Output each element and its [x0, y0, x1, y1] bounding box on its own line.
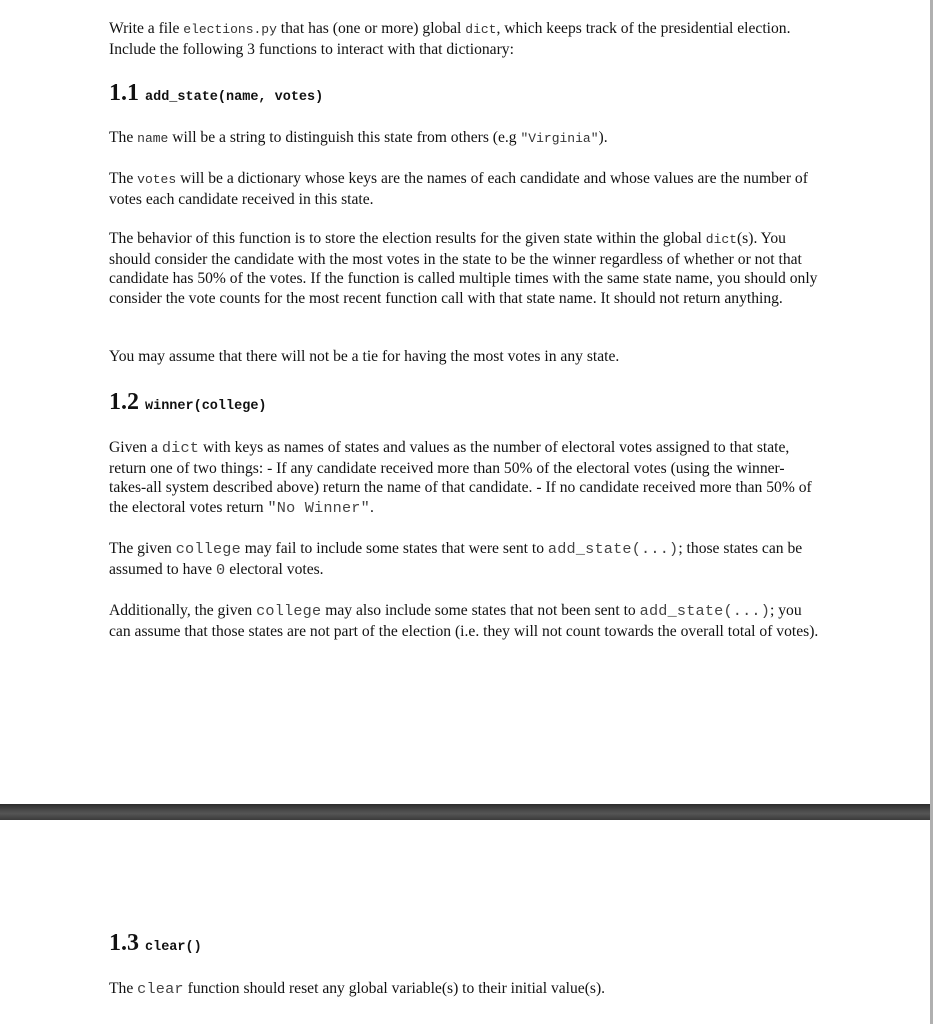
filename-code: elections.py [183, 22, 277, 37]
page-break [0, 804, 933, 820]
name-code: name [137, 131, 169, 146]
dict-code: dict [161, 439, 200, 457]
paragraph-behavior: The behavior of this function is to store the election results for the given state within the global dict(s). You should consider the candidate with the most votes in the state to be the winner regardless of whether or not that candidate has 50% of the votes. If the function is called multiple times with the same state name, you should only consider the vote counts for the most recent function call with that state name. It should not return anything. [109, 230, 818, 307]
dict-code: dict [465, 22, 497, 37]
votes-code: votes [137, 172, 177, 187]
section-heading-1-2: 1.2 winner(college) [109, 389, 267, 415]
clear-code: clear [137, 980, 184, 998]
document-page-2 [0, 820, 933, 1024]
add-state-code: add_state(...) [547, 540, 679, 558]
paragraph-votes-arg: The votes will be a dictionary whose keys are the names of each candidate and whose values are the number of votes each candidate received in this state. [109, 170, 808, 208]
paragraph-tie: You may assume that there will not be a tie for having the most votes in any state. [109, 348, 620, 365]
paragraph-clear: The clear function should reset any global variable(s) to their initial value(s). [109, 980, 606, 998]
paragraph-college-extra: Additionally, the given college may also include some states that not been sent to add_state(...); you can assume that those states are not part of the election (i.e. they will not count towards the overall total of votes). [109, 602, 819, 640]
dict-code: dict [705, 232, 737, 247]
paragraph-college-missing: The given college may fail to include some states that were sent to add_state(...); those states can be assumed to have 0 electoral votes. [109, 540, 803, 579]
intro-paragraph: Write a file elections.py that has (one or more) global dict, which keeps track of the presidential election. Include the following 3 functions to interact with that dictionary: [109, 20, 791, 58]
section-heading-1-3: 1.3 clear() [109, 930, 202, 956]
paragraph-winner-desc: Given a dict with keys as names of states and values as the number of electoral votes assigned to that state, return one of two things: - If any candidate received more than 50% of the electoral votes (using the winner-takes-all system described above) return the name of that candidate. - If no candidate received more than 50% of the electoral votes return "No Winner". [109, 439, 812, 517]
function-signature: add_state(name, votes) [145, 90, 324, 105]
no-winner-string-code: "No Winner" [267, 498, 370, 517]
zero-code: 0 [215, 560, 226, 579]
function-signature: clear() [145, 940, 202, 955]
college-code: college [175, 540, 241, 558]
paragraph-name-arg: The name will be a string to distinguish this state from others (e.g "Virginia"). [109, 129, 608, 146]
virginia-string-code: "Virginia" [520, 131, 599, 146]
college-code: college [256, 602, 322, 620]
section-heading-1-1: 1.1 add_state(name, votes) [109, 80, 324, 106]
function-signature: winner(college) [145, 399, 267, 414]
add-state-code: add_state(...) [639, 602, 771, 620]
